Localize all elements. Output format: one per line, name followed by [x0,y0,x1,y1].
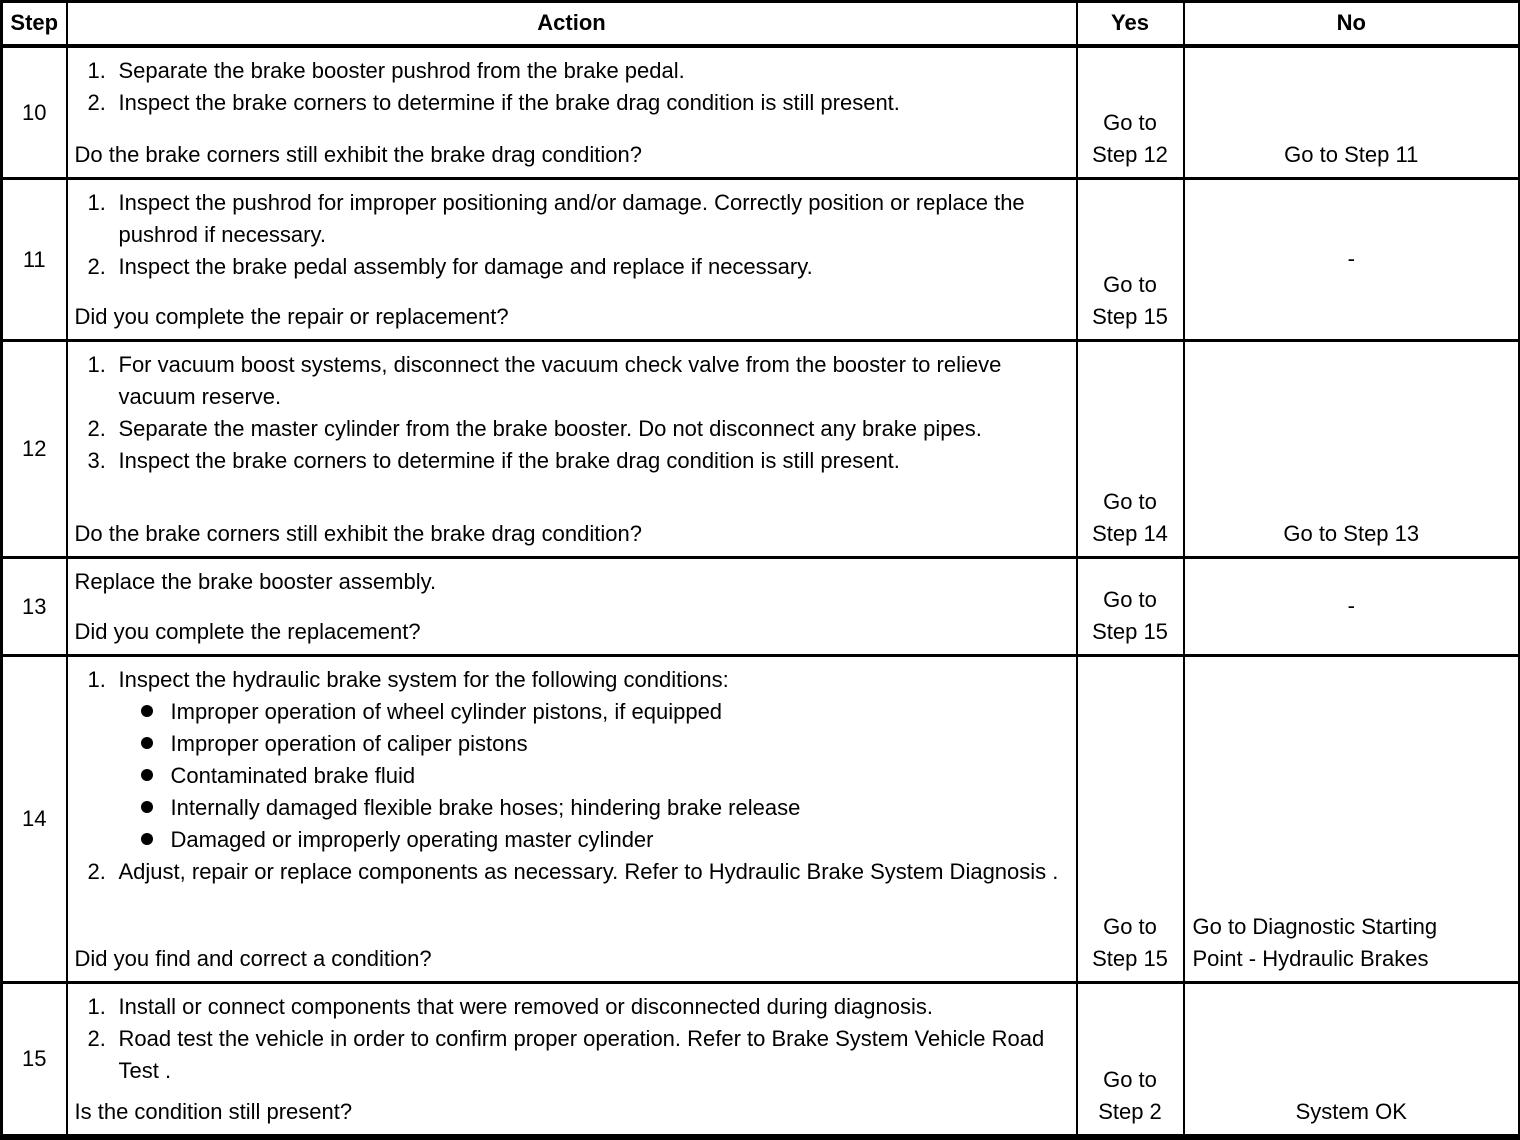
action-text: Adjust, repair or replace components as necessary. Refer to Hydraulic Brake System Diagnosis . [118,858,1059,884]
list-number: 1. [87,58,106,83]
action-text: Separate the master cylinder from the brake booster. Do not disconnect any brake pipes. [118,415,982,441]
bullet-icon [141,792,171,813]
table-row [2,655,1520,982]
yes-text: Go to [1103,1067,1157,1092]
question-text: Do the brake corners still exhibit the brake drag condition? [74,521,642,547]
yes-cell [1077,340,1184,558]
action-item [75,55,1066,87]
no-cell [1184,982,1520,1137]
action-item [75,349,1066,413]
list-number: 1. [87,666,106,692]
action-text: Inspect the brake corners to determine if the brake drag condition is still present. [118,447,900,473]
yes-text: Go to [1103,913,1157,939]
action-item [75,445,1066,477]
no-text: - [1347,592,1355,618]
action-item [75,991,1066,1023]
table-row [2,340,1520,558]
action-item [75,566,1066,598]
action-item [75,792,1066,824]
action-text: For vacuum boost systems, disconnect the vacuum check valve from the booster to relieve vacuum reserve. [118,351,1002,409]
header-action: Action [67,2,1077,47]
action-cell [67,655,1077,982]
question-text: Do the brake corners still exhibit the brake drag condition? [74,142,642,168]
action-item [75,413,1066,445]
action-text: Internally damaged flexible brake hoses; hindering brake release [170,794,801,820]
yes-cell [1077,982,1184,1137]
header-step: Step [2,2,67,47]
action-text: Damaged or improperly operating master cylinder [170,826,654,852]
question-text: Is the condition still present? [74,1099,353,1124]
action-item [75,824,1066,856]
no-text: Go to Step 13 [1283,521,1420,547]
step-number: 12 [2,340,67,558]
yes-text: Step 15 [1092,618,1168,644]
yes-text: Step 15 [1092,303,1168,329]
header-row [2,2,1520,47]
no-text: - [1347,245,1355,271]
action-cell [67,558,1077,655]
no-cell [1184,558,1520,655]
action-text: Inspect the brake corners to determine if the brake drag condition is still present. [118,90,900,115]
action-cell [67,340,1077,558]
table-row [2,558,1520,655]
header-no: No [1184,2,1520,47]
table-row [2,179,1520,340]
step-number: 13 [2,558,67,655]
table-row [2,982,1520,1137]
yes-text: Go to [1103,110,1157,136]
no-text: Point - Hydraulic Brakes [1192,945,1429,971]
list-number: 3. [87,447,106,473]
action-item [75,696,1066,728]
bullet-icon [141,696,171,717]
action-item [75,760,1066,792]
action-item [75,1023,1066,1087]
yes-cell [1077,655,1184,982]
action-item [75,251,1066,283]
no-text: System OK [1295,1099,1407,1124]
yes-cell [1077,46,1184,179]
list-number: 2. [87,415,106,441]
action-text: Inspect the brake pedal assembly for damage and replace if necessary. [118,254,813,280]
yes-cell [1077,179,1184,340]
list-number: 1. [87,351,106,377]
yes-text: Go to [1103,586,1157,612]
step-number: 15 [2,982,67,1137]
list-number: 1. [87,993,106,1019]
list-number: 2. [87,1025,106,1051]
no-text: Go to Step 11 [1284,142,1419,168]
action-text: Contaminated brake fluid [170,762,416,788]
action-text: Replace the brake booster assembly. [74,569,437,595]
yes-text: Go to [1103,489,1157,515]
no-cell [1184,655,1520,982]
action-text: Separate the brake booster pushrod from the brake pedal. [118,58,685,83]
no-cell [1184,46,1520,179]
action-text: Install or connect components that were removed or disconnected during diagnosis. [118,993,933,1019]
table-body [2,46,1520,1137]
list-number: 2. [87,858,106,884]
table-header [2,2,1520,47]
list-number: 1. [87,190,106,216]
bullet-icon [141,728,171,749]
table-row [2,46,1520,179]
step-number: 10 [2,46,67,179]
question-text: Did you find and correct a condition? [74,945,432,971]
no-cell [1184,179,1520,340]
yes-text: Step 12 [1092,142,1168,168]
step-number: 11 [2,179,67,340]
action-text: Inspect the pushrod for improper positioning and/or damage. Correctly position or replace the pushrod if necessary. [118,190,1025,248]
action-text: Improper operation of wheel cylinder pistons, if equipped [170,698,723,724]
yes-text: Step 14 [1092,521,1168,547]
action-item [75,87,1066,119]
no-cell [1184,340,1520,558]
header-yes: Yes [1077,2,1184,47]
action-text: Road test the vehicle in order to confirm proper operation. Refer to Brake System Vehicle Road Test . [118,1025,1045,1083]
no-text: Go to Diagnostic Starting [1192,913,1438,939]
question-text: Did you complete the replacement? [74,618,421,644]
action-item [75,664,1066,696]
yes-cell [1077,558,1184,655]
list-number: 2. [87,254,106,280]
action-text: Inspect the hydraulic brake system for the following conditions: [118,666,729,692]
bullet-icon [141,824,171,845]
action-cell [67,982,1077,1137]
question-text: Did you complete the repair or replacement? [74,303,509,329]
yes-text: Step 15 [1092,945,1168,971]
step-number: 14 [2,655,67,982]
action-cell [67,46,1077,179]
bullet-icon [141,760,171,781]
action-cell [67,179,1077,340]
yes-text: Go to [1103,271,1157,297]
action-item [75,856,1066,888]
action-item [75,187,1066,251]
yes-text: Step 2 [1098,1099,1162,1124]
action-text: Improper operation of caliper pistons [170,730,528,756]
list-number: 2. [87,90,106,115]
action-item [75,728,1066,760]
